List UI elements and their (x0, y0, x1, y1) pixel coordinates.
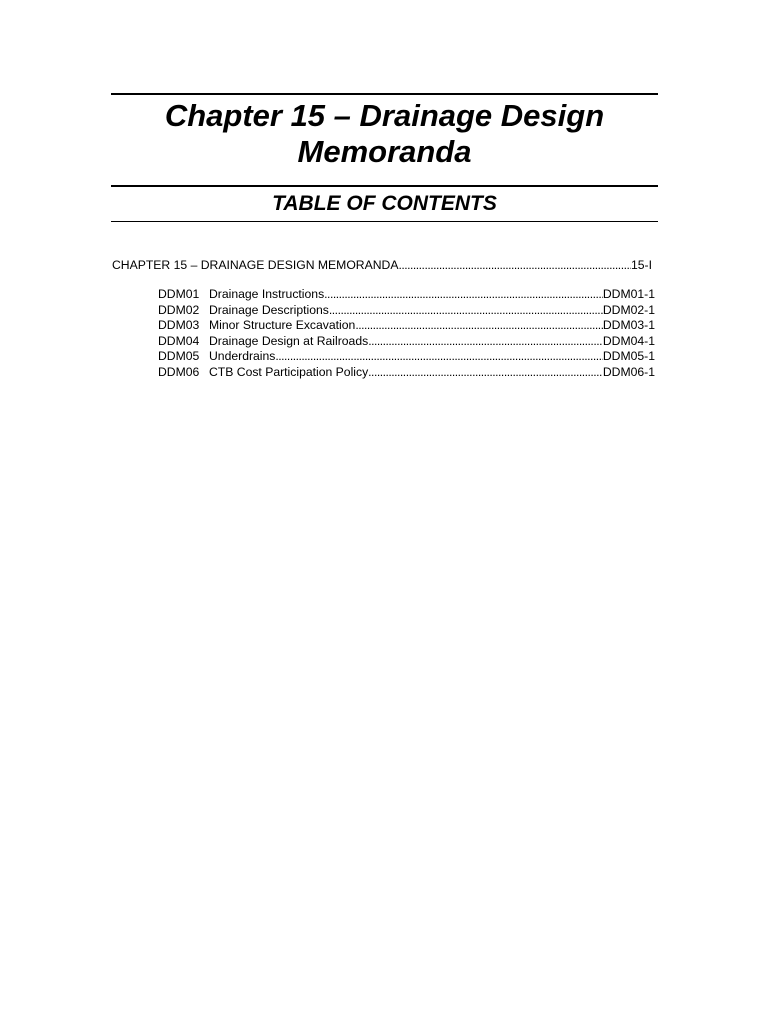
chapter-title: Chapter 15 – Drainage Design Memoranda (164, 98, 605, 169)
dot-leader (324, 287, 603, 303)
toc-entry-page: DDM02-1 (602, 302, 655, 317)
dot-leader (398, 258, 631, 273)
dot-leader (329, 303, 603, 319)
toc-entry-code: DDM03 (158, 318, 200, 332)
toc-entry-title: Underdrains (209, 349, 276, 363)
toc-entry-page: DDM05-1 (602, 349, 655, 363)
dot-leader (275, 349, 602, 365)
toc-main-entry-page: 15-I (630, 258, 652, 272)
top-rule (111, 93, 658, 95)
toc-entry-ddm01[interactable] (158, 287, 655, 303)
toc-entry-ddm05[interactable] (158, 349, 655, 365)
toc-entry-title: Minor Structure Excavation (209, 318, 356, 332)
title-divider-rule (111, 185, 658, 187)
toc-entry-ddm04[interactable] (158, 334, 655, 350)
dot-leader (355, 318, 603, 334)
dot-leader (368, 334, 603, 350)
toc-entry-ddm02[interactable] (158, 303, 655, 319)
toc-entry-page: DDM01-1 (602, 287, 655, 301)
dot-leader (368, 365, 603, 381)
toc-entry-code: DDM02 (158, 302, 200, 317)
toc-entry-code: DDM04 (158, 333, 200, 348)
toc-entry-page: DDM06-1 (602, 364, 655, 379)
toc-entry-ddm06[interactable] (158, 365, 655, 381)
toc-entry-code: DDM06 (158, 364, 200, 379)
toc-heading: TABLE OF CONTENTS (272, 192, 497, 215)
toc-entry-code: DDM01 (158, 287, 200, 301)
toc-entry-list (158, 287, 655, 380)
toc-entry-title: CTB Cost Participation Policy (209, 364, 369, 379)
toc-entry-title: Drainage Design at Railroads (209, 333, 369, 348)
toc-heading-rule (111, 221, 658, 222)
toc-entry-title: Drainage Descriptions (209, 302, 329, 317)
toc-entry-page: DDM03-1 (602, 318, 655, 332)
toc-entry-title: Drainage Instructions (209, 287, 325, 301)
toc-entry-ddm03[interactable] (158, 318, 655, 334)
toc-entry-page: DDM04-1 (602, 333, 655, 348)
toc-main-entry[interactable] (112, 258, 652, 273)
toc-entry-code: DDM05 (158, 349, 200, 363)
toc-main-entry-label: CHAPTER 15 – DRAINAGE DESIGN MEMORANDA (112, 258, 399, 272)
